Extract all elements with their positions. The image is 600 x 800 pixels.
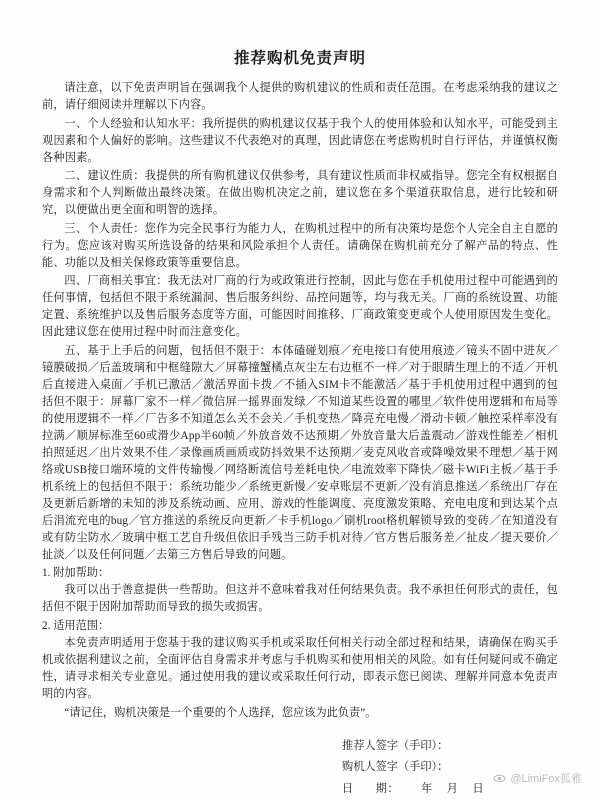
section-1-body: 我可以出于善意提供一些帮助。但这并不意味着我对任何结果负责。我不承担任何形式的责任，包括但不限于因附加帮助而导致的损失或损害。 [42,584,558,614]
section-2-body: 本免责声明适用于您基于我的建议购买手机或采取任何相关行动全部过程和结果，请确保在购买手机或依据利建议之前，全面评估自身需求并考虑与手机购买和使用相关的风险。如有任何疑问或不确定性，请寻求相关专业意见。通过使用我的建议或采取任何行动，即表示您已阅读、理解并同意本免责声明的内容。 [42,637,558,701]
date-day: 日 [472,782,485,795]
section-2-heading: 2. 适用范围： [42,619,110,632]
recommender-signature-line: 推荐人签字（手印）： [342,740,449,753]
date-month: 月 [446,782,459,795]
intro-paragraph: 请注意，以下免责声明旨在强调我个人提供的购机建议的性质和责任范围。在考虑采纳我的建议之前，请仔细阅读并理解以下内容。 [42,82,558,112]
clause-5: 五、基于上手后的问题，包括但不限于：本体磕碰划痕／充电接口有使用痕迹／镜头不固中进灰／镜膜破损／后盖玻璃和中框缝隙大／屏幕撞蟹橘点灰尘左右边框不一样／对于眼睛生理上的不适／开机后直接进入桌面／手机已激活／激活界面卡拨／不插入SIM卡不能激活／基于手机使用过程中遇到的包括但不限于：屏幕厂家不一样／微信屏一摇界面发绿／不知道某些设置的哪里／软件使用逻辑和布局等的使用逻辑不一样／厂告多不知道怎么关不会关／手机变热／降亮充电慢／滑动卡顿／触控采样率没有拉满／顺屏标准至60或滑少App半60帧／外放音效不达预期／外放音量大后盖震动／游戏性能差／相机拍照延迟／出片效果不佳／录像画质画质或防抖效果不达预期／麦克风收音或降噪效果不理想／基于网络或USB接口端环境的文件传输慢／网络断流信号差耗电快／电流效率下降快／磁卡WiFi主板／基于手机系统上的包括但不限于：系统功能少／系统更新慢／安卓账层不更新／没有消息推送／系统出厂存在及更新后新增的未知的涉及系统动画、应用、游戏的性能调度、亮度激发策略、充电电度和到达某个点后涓流充电的bug／官方推送的系统反向更新／卡手机logo／刷机root格机解锁导致的变砖／在知道没有或有防尘防水／玻璃中框工艺自升级但依旧手残当三防手机对待／官方售后服务差／扯皮／提天要价／扯淡／以及任何问题／去第三方售后导致的问题。 [42,344,558,561]
clause-2: 二、建议性质：我提供的所有购机建议仅供参考，具有建议性质而非权威指导。您完全有权根据自身需求和个人判断做出最终决策。在做出购机决定之前，建议您在多个渠道获取信息，进行比较和研究，以便做出更全面和明智的选择。 [42,170,558,217]
clause-1: 一、个人经验和认知水平：我所提供的购机建议仅基于我个人的使用体验和认知水平，可能受到主观因素和个人偏好的影响。这些建议不代表绝对的真理，因此请您在考虑购机时自行评估，并谨慎权衡各种因素。 [42,117,558,164]
watermark-text: @LimiFox狐雅 [510,773,582,785]
date-year: 年 [421,782,433,795]
clause-4: 四、厂商相关事宜：我无法对厂商的行为或政策进行控制，因此与您在手机使用过程中可能遇到的任何事情，包括但不限于系统漏洞、售后服务纠纷、品控问题等，均与我无关。厂商的系统设置、功能定置、系统维护以及售后服务态度等方面，可能因时间推移、厂商政策变更或个人使用原因发生变化。因此建议您在使用过程中时而注意变化。 [42,275,558,339]
date-label: 日 [342,782,354,795]
date-label-2: 期： [375,782,400,795]
section-1-heading: 1. 附加帮助： [42,567,110,580]
clause-3: 三、个人责任：您作为完全民事行为能力人，在购机过程中的所有决策均是您个人完全自主自愿的行为。您应该对购买所选设备的结果和风险承担个人责任。请确保在购机前充分了解产品的特点、性能、功能以及相关保修政策等重要信息。 [42,222,558,269]
buyer-signature-line: 购机人签字（手印）： [342,761,449,774]
signature-block [42,736,558,800]
eye-icon [493,772,506,785]
watermark [493,770,582,786]
page-title: 推荐购机免责声明 [233,50,366,67]
closing-quote: “请记住，购机决策是一个重要的个人选择，您应该为此负责”。 [64,707,377,720]
